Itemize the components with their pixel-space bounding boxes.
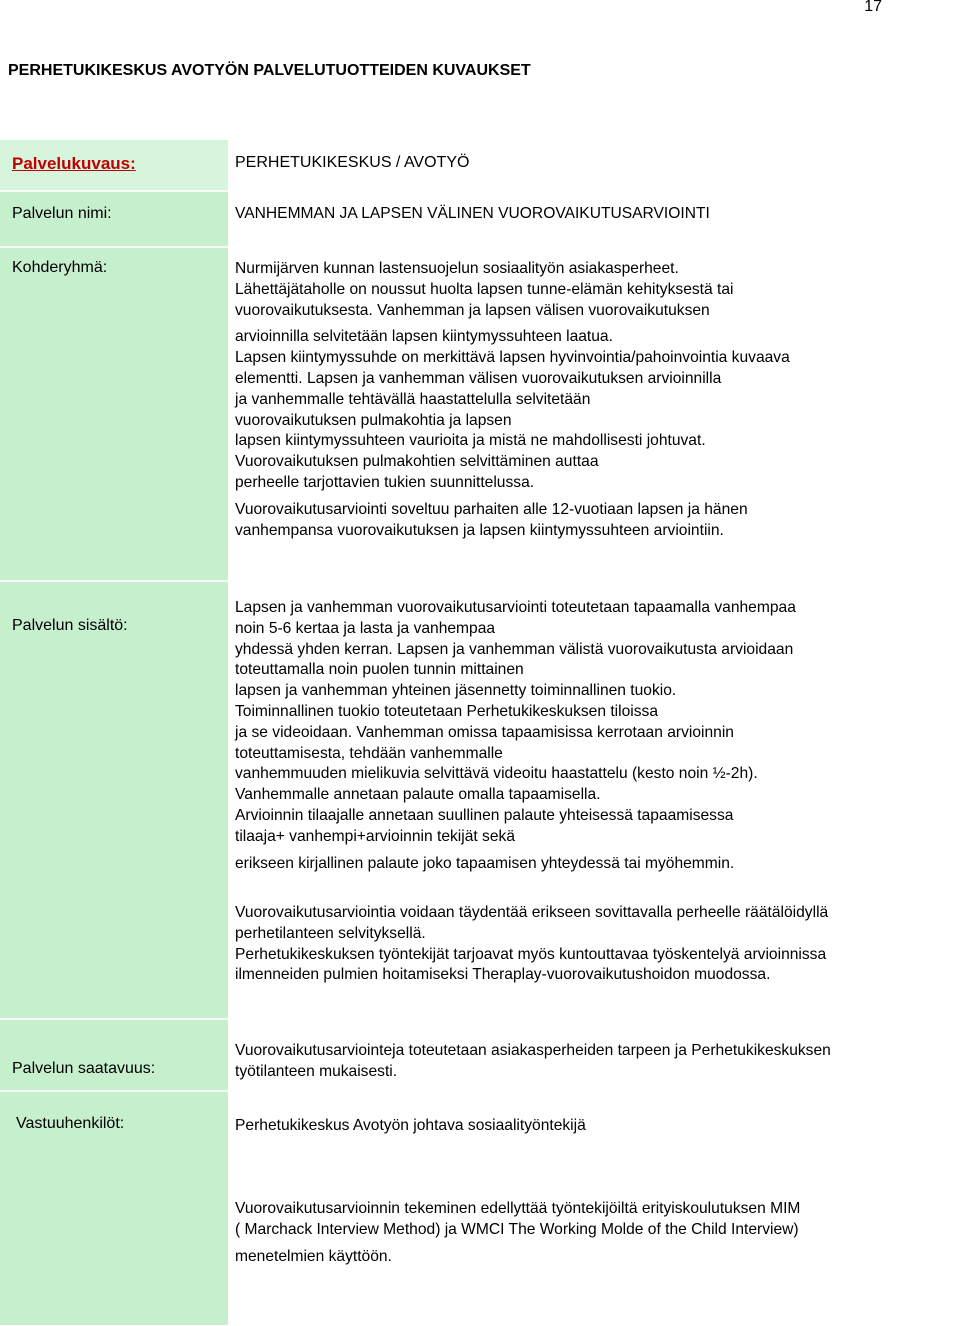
text-line: Nurmijärven kunnan lastensuojelun sosiaalityön asiakasperheet.	[235, 260, 679, 277]
text-line: Lähettäjätaholle on noussut huolta lapsen tunne-elämän kehityksestä tai	[235, 280, 734, 298]
text-line: perheelle tarjottavien tukien suunnittelussa.	[235, 473, 535, 491]
text-line: erikseen kirjallinen palaute joko tapaamisen yhteydessä tai myöhemmin.	[235, 854, 735, 872]
text-line: Vuorovaikutusarviointeja toteutetaan asiakasperheiden tarpeen ja Perhetukikeskuksen	[235, 1042, 831, 1059]
text-line: elementti. Lapsen ja vanhemman välisen vuorovaikutuksen arvioinnilla	[235, 369, 722, 387]
document-title: PERHETUKIKESKUS AVOTYÖN PALVELUTUOTTEIDEN KUVAUKSET	[8, 62, 531, 79]
availability-text	[235, 1041, 831, 1083]
text-line: Lapsen ja vanhemman vuorovaikutusarviointi toteutetaan tapaamalla vanhempaa	[235, 599, 796, 616]
text-line: Toiminnallinen tuokio toteutetaan Perhetukikeskuksen tiloissa	[235, 702, 659, 720]
text-line: ja se videoidaan. Vanhemman omissa tapaamisissa kerrotaan arvioinnin	[235, 723, 734, 741]
text-line: perhetilanteen selvityksellä.	[235, 924, 426, 942]
service-content-text	[235, 598, 796, 874]
text-line: työtilanteen mukaisesti.	[235, 1062, 398, 1080]
text-line: vuorovaikutuksesta. Vanhemman ja lapsen välisen vuorovaikutuksen	[235, 301, 710, 319]
text-line: noin 5-6 kertaa ja lasta ja vanhempaa	[235, 619, 496, 637]
text-line: Perhetukikeskuksen työntekijät tarjoavat myös kuntouttavaa työskentelyä arvioinnissa	[235, 945, 827, 963]
service-content-supplement	[235, 903, 828, 986]
text-line: ilmenneiden pulmien hoitamiseksi Theraplay-vuorovaikutushoidon muodossa.	[235, 966, 771, 984]
text-line: Vuorovaikutusarvioinnin tekeminen edellyttää työntekijöiltä erityiskoulutuksen MIM	[235, 1200, 801, 1217]
text-line: yhdessä yhden kerran. Lapsen ja vanhemman välistä vuorovaikutusta arvioidaan	[235, 640, 794, 658]
description-value: PERHETUKIKESKUS / AVOTYÖ	[235, 154, 470, 171]
text-line: vanhemmuuden mielikuvia selvittävä videoitu haastattelu (kesto noin ½-2h).	[235, 765, 758, 783]
text-line: arvioinnilla selvitetään lapsen kiintymyssuhteen laatua.	[235, 328, 613, 346]
responsible-text: Perhetukikeskus Avotyön johtava sosiaalityöntekijä	[235, 1117, 586, 1134]
text-line: lapsen ja vanhemman yhteinen jäsennetty toiminnallinen tuokio.	[235, 682, 677, 700]
service-name-value: VANHEMMAN JA LAPSEN VÄLINEN VUOROVAIKUTUSARVIOINTI	[235, 205, 710, 222]
separator	[0, 1018, 228, 1020]
text-line: lapsen kiintymyssuhteen vaurioita ja mistä ne mahdollisesti johtuvat.	[235, 432, 706, 450]
description-label: Palvelukuvaus:	[12, 154, 136, 173]
label-column	[0, 140, 228, 1325]
text-line: vanhempansa vuorovaikutuksen ja lapsen kiintymyssuhteen arviointiin.	[235, 521, 724, 539]
separator	[0, 1090, 228, 1092]
page-number: 17	[864, 0, 882, 15]
service-content-label: Palvelun sisältö:	[12, 617, 128, 634]
qualification-text	[235, 1199, 800, 1267]
text-line: toteuttamisesta, tehdään vanhemmalle	[235, 744, 503, 762]
text-line: Vuorovaikutusarviointia voidaan täydentää erikseen sovittavalla perheelle räätälöidyllä	[235, 904, 829, 921]
separator	[0, 190, 228, 192]
text-line: Vuorovaikutusarviointi soveltuu parhaiten alle 12-vuotiaan lapsen ja hänen	[235, 500, 748, 518]
text-line: Lapsen kiintymyssuhde on merkittävä lapsen hyvinvointia/pahoinvointia kuvaava	[235, 349, 790, 367]
text-line: tilaaja+ vanhempi+arvioinnin tekijät sekä	[235, 827, 515, 845]
separator	[0, 246, 228, 248]
text-line: ja vanhemmalle tehtävällä haastattelulla selvitetään	[235, 390, 591, 408]
text-line: menetelmien käyttöön.	[235, 1247, 392, 1265]
availability-label: Palvelun saatavuus:	[12, 1060, 156, 1077]
text-line: Arvioinnin tilaajalle annetaan suullinen palaute yhteisessä tapaamisessa	[235, 806, 734, 824]
service-name-label: Palvelun nimi:	[12, 205, 112, 222]
responsible-label: Vastuuhenkilöt:	[16, 1115, 125, 1132]
text-line: vuorovaikutuksen pulmakohtia ja lapsen	[235, 411, 512, 429]
target-group-text	[235, 259, 790, 541]
target-group-label: Kohderyhmä:	[12, 259, 108, 276]
text-line: Vuorovaikutuksen pulmakohtien selvittäminen auttaa	[235, 453, 599, 471]
text-line: Vanhemmalle annetaan palaute omalla tapaamisella.	[235, 786, 601, 804]
text-line: toteuttamalla noin puolen tunnin mittainen	[235, 661, 524, 679]
text-line: ( Marchack Interview Method) ja WMCI The Working Molde of the Child Interview)	[235, 1220, 799, 1238]
separator	[0, 580, 228, 582]
